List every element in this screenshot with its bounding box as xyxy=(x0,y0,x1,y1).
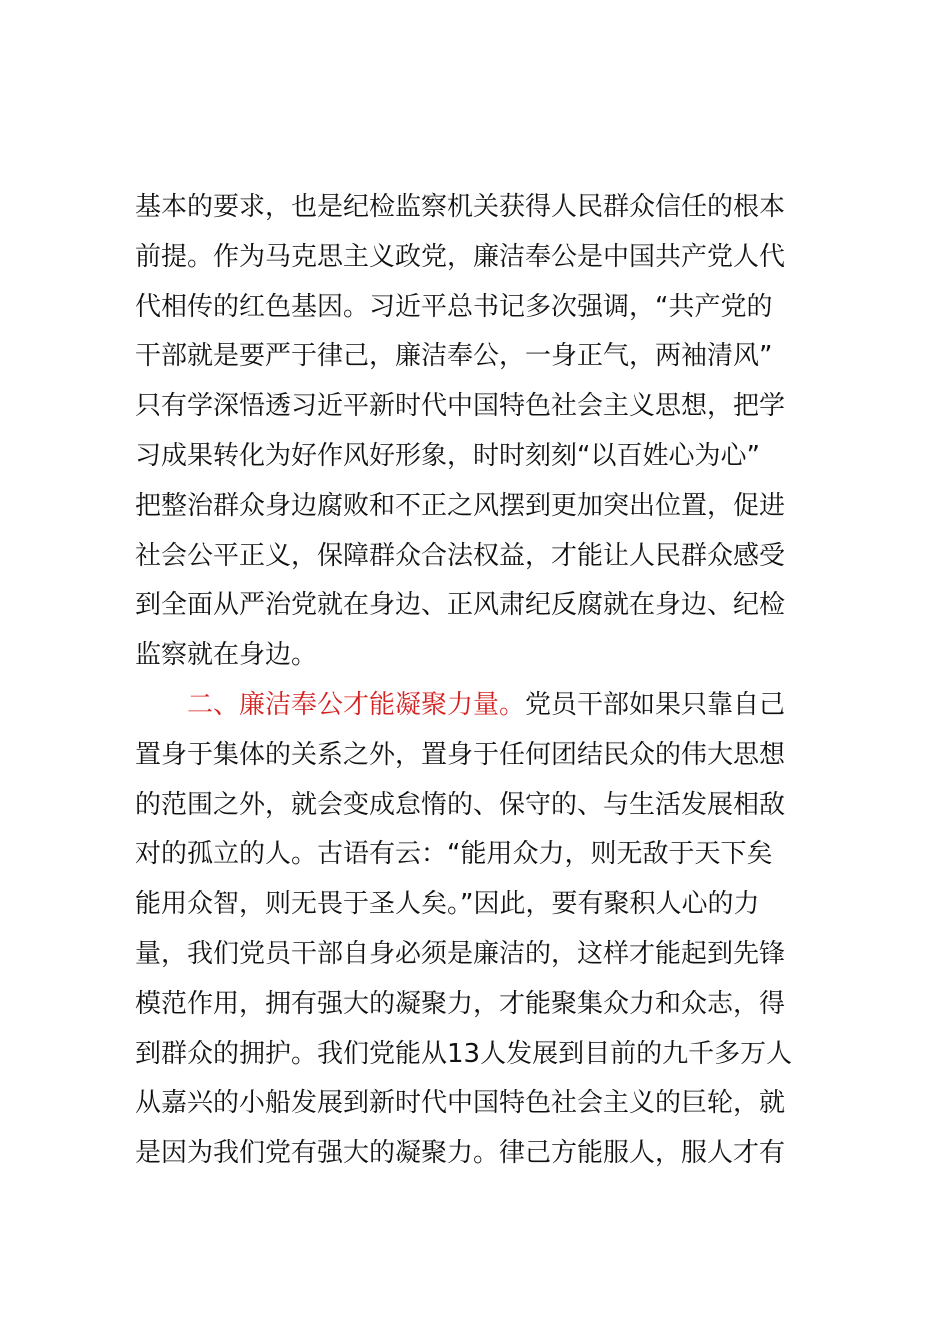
text-line: 到群众的拥护。我们党能从13人发展到目前的九千多万人 xyxy=(135,1038,793,1069)
paragraph-2 xyxy=(135,681,835,1179)
paragraph-2-first-line xyxy=(135,681,835,731)
text-line: 能用众智，则无畏于圣人矣。”因此，要有聚积人心的力 xyxy=(135,889,760,920)
text-line: 对的孤立的人。古语有云：“能用众力，则无敌于天下矣 xyxy=(135,839,773,870)
text-line: 监察就在身边。 xyxy=(135,640,318,671)
text-line: 干部就是要严于律己，廉洁奉公，一身正气，两袖清风” xyxy=(135,341,773,372)
text-line: 代相传的红色基因。习近平总书记多次强调，“共产党的 xyxy=(135,291,773,322)
text-line: 置身于集体的关系之外，置身于任何团结民众的伟大思想 xyxy=(135,739,786,770)
text-line: 到全面从严治党就在身边、正风肃纪反腐就在身边、纪检 xyxy=(135,590,786,621)
text-line: 从嘉兴的小船发展到新时代中国特色社会主义的巨轮，就 xyxy=(135,1088,786,1119)
text-line: 量，我们党员干部自身必须是廉洁的，这样才能起到先锋 xyxy=(135,938,786,969)
text-line: 的范围之外，就会变成怠惰的、保守的、与生活发展相敌 xyxy=(135,789,786,820)
text-line: 只有学深悟透习近平新时代中国特色社会主义思想，把学 xyxy=(135,391,786,422)
paragraph-1 xyxy=(135,183,835,681)
text-span: 党员干部如果只靠自己 xyxy=(525,689,786,720)
text-line: 是因为我们党有强大的凝聚力。律己方能服人，服人才有 xyxy=(135,1138,786,1169)
section-heading: 二、廉洁奉公才能凝聚力量。 xyxy=(187,689,526,720)
document-body xyxy=(135,183,835,1179)
text-line: 基本的要求，也是纪检监察机关获得人民群众信任的根本 xyxy=(135,192,786,222)
text-line: 模范作用，拥有强大的凝聚力，才能聚集众力和众志，得 xyxy=(135,988,786,1019)
text-line: 前提。作为马克思主义政党，廉洁奉公是中国共产党人代 xyxy=(135,241,786,272)
text-line: 把整治群众身边腐败和不正之风摆到更加突出位置，促进 xyxy=(135,490,786,521)
text-line: 习成果转化为好作风好形象，时时刻刻“以百姓心为心” xyxy=(135,440,760,471)
text-line: 社会公平正义，保障群众合法权益，才能让人民群众感受 xyxy=(135,540,786,571)
